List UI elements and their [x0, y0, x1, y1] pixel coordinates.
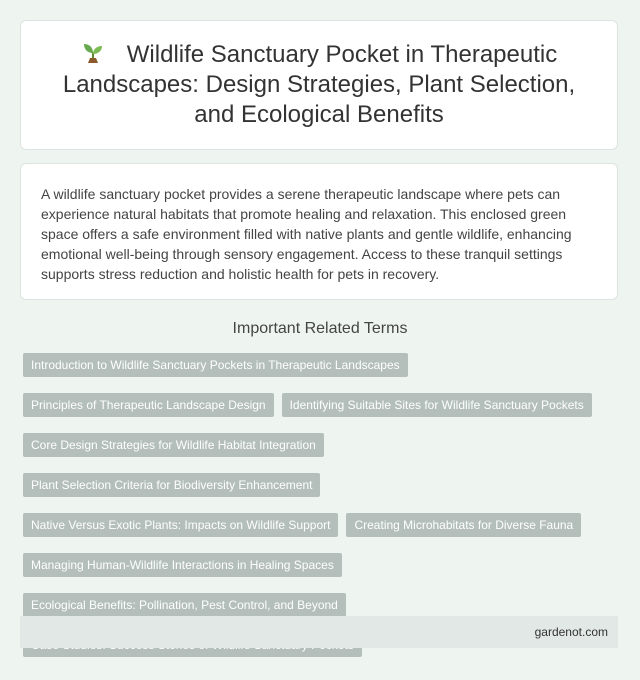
related-term-tag[interactable]: Plant Selection Criteria for Biodiversity Enhancement — [23, 473, 320, 497]
sprout-icon — [81, 41, 105, 65]
related-term-tag[interactable]: Identifying Suitable Sites for Wildlife Sanctuary Pockets — [282, 393, 592, 417]
related-terms-list — [23, 353, 623, 657]
footer — [20, 616, 618, 648]
page-title — [45, 40, 593, 130]
related-terms-heading: Important Related Terms — [232, 320, 408, 337]
summary-card — [20, 163, 618, 300]
title-card — [20, 20, 618, 150]
related-term-tag[interactable]: Introduction to Wildlife Sanctuary Pockets in Therapeutic Landscapes — [23, 353, 408, 377]
related-term-tag[interactable]: Creating Microhabitats for Diverse Fauna — [346, 513, 581, 537]
summary-text: A wildlife sanctuary pocket provides a serene therapeutic landscape where pets can experience natural habitats that promote healing and relaxation. This enclosed green space offers a safe environment filled with native plants and gentle wildlife, enhancing emotional well-being through sensory engagement. Access to these tranquil settings supports stress reduction and holistic health for pets in recovery. — [41, 186, 572, 282]
related-term-tag[interactable]: Managing Human-Wildlife Interactions in Healing Spaces — [23, 553, 342, 577]
footer-site-link[interactable]: gardenot.com — [534, 625, 608, 639]
related-term-tag[interactable]: Ecological Benefits: Pollination, Pest Control, and Beyond — [23, 593, 346, 617]
related-term-tag[interactable]: Principles of Therapeutic Landscape Design — [23, 393, 274, 417]
related-term-tag[interactable]: Native Versus Exotic Plants: Impacts on Wildlife Support — [23, 513, 338, 537]
related-term-tag[interactable]: Core Design Strategies for Wildlife Habitat Integration — [23, 433, 324, 457]
page-title-text: Wildlife Sanctuary Pocket in Therapeutic Landscapes: Design Strategies, Plant Selection, and Ecological Benefits — [62, 41, 576, 128]
